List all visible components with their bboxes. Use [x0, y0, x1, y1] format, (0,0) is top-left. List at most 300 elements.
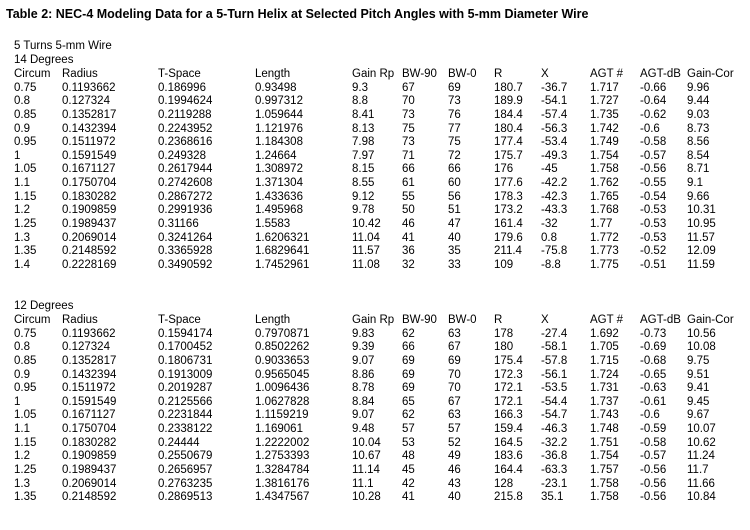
cell-agt: 1.735 [590, 108, 619, 121]
cell-radius: 0.2148592 [62, 245, 117, 258]
cell-gain-cor: 11.7 [687, 464, 709, 477]
table-row [0, 109, 750, 123]
cell-r: 183.6 [494, 450, 523, 463]
cell-circum: 1.25 [14, 464, 37, 477]
cell-gain-cor: 11.59 [687, 258, 715, 271]
cell-agt-db: -0.61 [640, 395, 667, 408]
table-row [0, 218, 750, 232]
cell-r: 175.7 [494, 149, 523, 162]
cell-x: 35.1 [541, 491, 564, 504]
cell-circum: 0.95 [14, 136, 37, 149]
cell-x: -49.3 [541, 149, 568, 162]
cell-t-space: 0.2125566 [158, 395, 213, 408]
cell-length: 1.308972 [255, 163, 303, 176]
cell-r: 164.5 [494, 436, 523, 449]
cell-circum: 1 [14, 149, 21, 162]
cell-radius: 0.1591549 [62, 395, 117, 408]
cell-length: 1.184308 [255, 136, 303, 149]
cell-r: 164.4 [494, 464, 523, 477]
cell-bw-0: 66 [448, 163, 461, 176]
cell-length: 1.0627828 [255, 395, 310, 408]
cell-circum: 1.35 [14, 245, 37, 258]
cell-radius: 0.1750704 [62, 177, 117, 190]
column-header-x: X [541, 314, 549, 326]
cell-agt: 1.751 [590, 436, 619, 449]
cell-gain-rp: 9.39 [352, 341, 375, 354]
cell-r: 109 [494, 258, 514, 271]
cell-gain-rp: 11.04 [352, 231, 380, 244]
cell-circum: 1 [14, 395, 21, 408]
cell-gain-cor: 10.31 [687, 204, 716, 217]
cell-t-space: 0.2991936 [158, 204, 213, 217]
cell-radius: 0.1671127 [62, 163, 116, 176]
table-row [0, 491, 750, 505]
cell-circum: 0.8 [14, 95, 30, 108]
cell-bw-0: 40 [448, 491, 461, 504]
column-header-gain-rp: Gain Rp [352, 314, 395, 326]
cell-gain-rp: 8.41 [352, 108, 375, 121]
cell-gain-cor: 9.67 [687, 409, 710, 422]
cell-bw-90: 41 [402, 491, 415, 504]
cell-gain-cor: 9.44 [687, 95, 710, 108]
table-row [0, 355, 750, 369]
cell-r: 173.2 [494, 204, 523, 217]
cell-length: 1.121976 [255, 122, 303, 135]
cell-agt-db: -0.6 [640, 409, 660, 422]
cell-length: 1.059644 [255, 108, 303, 121]
cell-gain-cor: 8.71 [687, 163, 710, 176]
cell-t-space: 0.2869513 [158, 491, 213, 504]
cell-x: -8.8 [541, 258, 561, 271]
cell-bw-90: 73 [402, 136, 415, 149]
cell-gain-cor: 10.84 [687, 491, 716, 504]
cell-radius: 0.1909859 [62, 204, 117, 217]
cell-gain-rp: 8.13 [352, 122, 375, 135]
cell-length: 0.9033653 [255, 354, 310, 367]
cell-circum: 0.95 [14, 382, 37, 395]
column-header-agt-db: AGT-dB [640, 314, 681, 326]
column-header-gain-cor: Gain-Cor [687, 314, 734, 326]
cell-r: 180.7 [494, 81, 523, 94]
cell-r: 215.8 [494, 491, 523, 504]
table-row [0, 177, 750, 191]
cell-radius: 0.1591549 [62, 149, 117, 162]
cell-t-space: 0.2119288 [158, 108, 212, 121]
cell-x: -56.1 [541, 368, 568, 381]
cell-circum: 1.2 [14, 450, 30, 463]
cell-length: 0.997312 [255, 95, 303, 108]
cell-agt-db: -0.64 [640, 95, 667, 108]
cell-r: 166.3 [494, 409, 523, 422]
cell-radius: 0.1193662 [62, 81, 116, 94]
cell-agt: 1.705 [590, 341, 619, 354]
cell-bw-0: 72 [448, 149, 461, 162]
cell-r: 128 [494, 477, 514, 490]
cell-gain-rp: 11.14 [352, 464, 380, 477]
cell-bw-0: 77 [448, 122, 461, 135]
cell-circum: 1.05 [14, 409, 37, 422]
cell-bw-0: 70 [448, 382, 461, 395]
cell-t-space: 0.1913009 [158, 368, 213, 381]
table-row [0, 82, 750, 96]
cell-gain-rp: 8.78 [352, 382, 375, 395]
cell-x: -58.1 [541, 341, 568, 354]
cell-agt-db: -0.57 [640, 149, 667, 162]
cell-x: -36.8 [541, 450, 568, 463]
cell-agt: 1.692 [590, 327, 619, 340]
cell-radius: 0.127324 [62, 95, 110, 108]
cell-length: 1.2753393 [255, 450, 310, 463]
cell-radius: 0.1830282 [62, 190, 117, 203]
cell-circum: 0.9 [14, 368, 30, 381]
column-header-length: Length [255, 314, 291, 326]
cell-agt: 1.748 [590, 423, 619, 436]
cell-radius: 0.2069014 [62, 231, 117, 244]
cell-bw-90: 70 [402, 95, 415, 108]
cell-t-space: 0.2742608 [158, 177, 213, 190]
column-header-agt-db: AGT-dB [640, 68, 681, 80]
cell-bw-90: 71 [402, 149, 415, 162]
cell-t-space: 0.31166 [158, 218, 199, 231]
cell-circum: 0.75 [14, 81, 37, 94]
cell-length: 1.3816176 [255, 477, 310, 490]
column-header-bw-0: BW-0 [448, 314, 477, 326]
cell-t-space: 0.1700452 [158, 341, 213, 354]
cell-agt: 1.768 [590, 204, 619, 217]
section-label-14-degrees: 14 Degrees [14, 54, 74, 66]
cell-t-space: 0.2243952 [158, 122, 213, 135]
cell-r: 211.4 [494, 245, 522, 258]
cell-agt: 1.765 [590, 190, 619, 203]
cell-gain-rp: 8.86 [352, 368, 375, 381]
cell-agt: 1.77 [590, 218, 613, 231]
cell-x: -23.1 [541, 477, 568, 490]
cell-bw-0: 43 [448, 477, 461, 490]
cell-t-space: 0.2867272 [158, 190, 213, 203]
cell-circum: 1.1 [14, 177, 30, 190]
section-label-12-degrees: 12 Degrees [14, 300, 74, 312]
cell-agt-db: -0.55 [640, 177, 667, 190]
cell-circum: 1.3 [14, 231, 30, 244]
cell-bw-90: 69 [402, 354, 415, 367]
cell-agt-db: -0.65 [640, 368, 667, 381]
cell-bw-90: 48 [402, 450, 415, 463]
cell-r: 161.4 [494, 218, 523, 231]
cell-gain-rp: 9.07 [352, 409, 375, 422]
cell-t-space: 0.1994624 [158, 95, 213, 108]
cell-gain-cor: 9.45 [687, 395, 710, 408]
cell-x: -57.8 [541, 354, 568, 367]
cell-radius: 0.1909859 [62, 450, 117, 463]
cell-agt-db: -0.56 [640, 477, 667, 490]
cell-gain-cor: 11.57 [687, 231, 715, 244]
column-header-gain-cor: Gain-Cor [687, 68, 734, 80]
cell-x: -75.8 [541, 245, 568, 258]
cell-radius: 0.1352817 [62, 108, 117, 121]
cell-gain-rp: 8.8 [352, 95, 368, 108]
cell-x: -56.3 [541, 122, 568, 135]
cell-gain-cor: 12.09 [687, 245, 716, 258]
cell-bw-90: 42 [402, 477, 415, 490]
cell-bw-90: 45 [402, 464, 415, 477]
cell-gain-rp: 9.3 [352, 81, 368, 94]
cell-bw-0: 73 [448, 95, 461, 108]
cell-gain-rp: 8.84 [352, 395, 375, 408]
cell-bw-90: 57 [402, 423, 415, 436]
cell-gain-rp: 10.42 [352, 218, 381, 231]
cell-gain-rp: 9.83 [352, 327, 375, 340]
cell-x: -53.5 [541, 382, 568, 395]
cell-length: 1.24664 [255, 149, 297, 162]
cell-radius: 0.1432394 [62, 368, 117, 381]
cell-bw-0: 76 [448, 108, 461, 121]
cell-circum: 0.85 [14, 354, 37, 367]
cell-bw-90: 61 [402, 177, 415, 190]
cell-agt: 1.758 [590, 491, 619, 504]
cell-bw-0: 35 [448, 245, 461, 258]
cell-agt-db: -0.53 [640, 204, 667, 217]
cell-gain-cor: 8.73 [687, 122, 710, 135]
table-row [0, 163, 750, 177]
cell-bw-90: 62 [402, 327, 415, 340]
cell-r: 178 [494, 327, 514, 340]
cell-gain-rp: 10.04 [352, 436, 381, 449]
cell-radius: 0.1352817 [62, 354, 117, 367]
cell-agt-db: -0.57 [640, 450, 667, 463]
cell-r: 180 [494, 341, 514, 354]
cell-circum: 1.15 [14, 190, 37, 203]
cell-bw-90: 65 [402, 395, 415, 408]
cell-gain-cor: 10.08 [687, 341, 716, 354]
cell-r: 177.6 [494, 177, 523, 190]
cell-bw-0: 67 [448, 341, 461, 354]
table-row [0, 382, 750, 396]
cell-bw-90: 66 [402, 163, 415, 176]
cell-length: 1.1159219 [255, 409, 309, 422]
cell-agt: 1.742 [590, 122, 619, 135]
table-row [0, 369, 750, 383]
cell-radius: 0.2228169 [62, 258, 117, 271]
cell-x: -53.4 [541, 136, 568, 149]
cell-x: -54.4 [541, 395, 568, 408]
cell-agt-db: -0.56 [640, 163, 667, 176]
cell-agt-db: -0.51 [640, 258, 667, 271]
cell-agt: 1.758 [590, 163, 619, 176]
column-header-bw-90: BW-90 [402, 314, 437, 326]
table-row [0, 123, 750, 137]
cell-bw-0: 69 [448, 81, 461, 94]
cell-bw-90: 32 [402, 258, 415, 271]
cell-r: 189.9 [494, 95, 523, 108]
column-header-r: R [494, 314, 503, 326]
cell-r: 184.4 [494, 108, 523, 121]
table-row [0, 464, 750, 478]
cell-bw-0: 47 [448, 218, 461, 231]
table-row [0, 191, 750, 205]
table-row [0, 341, 750, 355]
cell-gain-cor: 9.51 [687, 368, 710, 381]
table-row [0, 232, 750, 246]
column-header-radius: Radius [62, 314, 98, 326]
table-row [0, 245, 750, 259]
table-row [0, 450, 750, 464]
cell-circum: 0.9 [14, 122, 30, 135]
cell-bw-90: 69 [402, 368, 415, 381]
cell-agt: 1.731 [590, 382, 619, 395]
cell-t-space: 0.2656957 [158, 464, 213, 477]
cell-r: 175.4 [494, 354, 523, 367]
cell-circum: 1.4 [14, 258, 30, 271]
cell-x: -42.2 [541, 177, 568, 190]
cell-bw-90: 75 [402, 122, 415, 135]
cell-gain-rp: 9.07 [352, 354, 375, 367]
cell-circum: 1.1 [14, 423, 30, 436]
table-row [0, 136, 750, 150]
cell-length: 1.3284784 [255, 464, 310, 477]
column-header-agt: AGT # [590, 314, 624, 326]
table-row [0, 204, 750, 218]
cell-agt-db: -0.6 [640, 122, 660, 135]
cell-r: 172.3 [494, 368, 523, 381]
cell-radius: 0.2069014 [62, 477, 117, 490]
cell-radius: 0.1511972 [62, 382, 116, 395]
cell-gain-cor: 8.54 [687, 149, 710, 162]
cell-x: -57.4 [541, 108, 568, 121]
table-row [0, 150, 750, 164]
cell-t-space: 0.1806731 [158, 354, 213, 367]
cell-bw-90: 50 [402, 204, 415, 217]
cell-r: 159.4 [494, 423, 523, 436]
cell-length: 1.7452961 [255, 258, 310, 271]
cell-radius: 0.1989437 [62, 218, 117, 231]
cell-x: -36.7 [541, 81, 568, 94]
column-header-agt: AGT # [590, 68, 624, 80]
table-row [0, 409, 750, 423]
cell-t-space: 0.2617944 [158, 163, 213, 176]
cell-gain-cor: 9.75 [687, 354, 710, 367]
table-subtitle: 5 Turns 5-mm Wire [14, 40, 112, 52]
cell-bw-0: 57 [448, 423, 461, 436]
cell-x: -45 [541, 163, 558, 176]
cell-gain-rp: 11.57 [352, 245, 380, 258]
cell-radius: 0.1511972 [62, 136, 116, 149]
cell-t-space: 0.249328 [158, 149, 206, 162]
cell-bw-0: 60 [448, 177, 461, 190]
cell-circum: 1.3 [14, 477, 30, 490]
cell-gain-cor: 9.96 [687, 81, 710, 94]
cell-t-space: 0.2368616 [158, 136, 213, 149]
cell-gain-rp: 8.55 [352, 177, 375, 190]
column-header-bw-90: BW-90 [402, 68, 437, 80]
column-header-length: Length [255, 68, 291, 80]
cell-bw-90: 67 [402, 81, 415, 94]
cell-agt: 1.727 [590, 95, 619, 108]
table-row [0, 423, 750, 437]
cell-gain-cor: 11.66 [687, 477, 715, 490]
column-header-radius: Radius [62, 68, 98, 80]
cell-x: -43.3 [541, 204, 568, 217]
cell-gain-cor: 10.62 [687, 436, 716, 449]
cell-length: 1.5583 [255, 218, 291, 231]
cell-agt-db: -0.56 [640, 491, 667, 504]
cell-r: 172.1 [494, 382, 523, 395]
column-header-t-space: T-Space [158, 68, 201, 80]
header-row [0, 314, 750, 328]
cell-circum: 0.8 [14, 341, 30, 354]
cell-agt: 1.724 [590, 368, 619, 381]
column-header-t-space: T-Space [158, 314, 201, 326]
cell-bw-90: 46 [402, 218, 415, 231]
cell-r: 172.1 [494, 395, 523, 408]
cell-gain-rp: 9.12 [352, 190, 375, 203]
cell-gain-rp: 8.15 [352, 163, 375, 176]
cell-agt-db: -0.73 [640, 327, 667, 340]
cell-agt: 1.772 [590, 231, 619, 244]
column-header-circum: Circum [14, 314, 51, 326]
cell-t-space: 0.2231844 [158, 409, 213, 422]
cell-t-space: 0.3490592 [158, 258, 213, 271]
column-header-gain-rp: Gain Rp [352, 68, 395, 80]
cell-bw-90: 41 [402, 231, 415, 244]
table-title: Table 2: NEC-4 Modeling Data for a 5-Turn Helix at Selected Pitch Angles with 5-mm Diameter Wire [6, 7, 589, 21]
cell-bw-0: 67 [448, 395, 461, 408]
table-row [0, 396, 750, 410]
cell-bw-90: 69 [402, 382, 415, 395]
cell-r: 178.3 [494, 190, 523, 203]
cell-length: 0.93498 [255, 81, 297, 94]
cell-agt: 1.749 [590, 136, 619, 149]
cell-agt: 1.757 [590, 464, 619, 477]
cell-gain-rp: 7.97 [352, 149, 375, 162]
cell-gain-cor: 11.24 [687, 450, 715, 463]
cell-agt: 1.775 [590, 258, 619, 271]
cell-x: -32.2 [541, 436, 568, 449]
cell-gain-cor: 9.66 [687, 190, 710, 203]
cell-bw-0: 56 [448, 190, 461, 203]
cell-bw-0: 69 [448, 354, 461, 367]
table-row [0, 95, 750, 109]
cell-length: 1.2222002 [255, 436, 310, 449]
column-header-x: X [541, 68, 549, 80]
cell-t-space: 0.3241264 [158, 231, 213, 244]
cell-gain-cor: 9.1 [687, 177, 703, 190]
cell-radius: 0.1432394 [62, 122, 117, 135]
cell-length: 0.7970871 [255, 327, 310, 340]
cell-x: -54.7 [541, 409, 568, 422]
cell-gain-cor: 8.56 [687, 136, 710, 149]
cell-circum: 1.05 [14, 163, 37, 176]
cell-x: -42.3 [541, 190, 568, 203]
cell-agt-db: -0.66 [640, 81, 667, 94]
cell-gain-rp: 9.78 [352, 204, 375, 217]
cell-length: 1.433636 [255, 190, 303, 203]
table-row [0, 478, 750, 492]
cell-gain-cor: 10.95 [687, 218, 716, 231]
cell-agt-db: -0.53 [640, 231, 667, 244]
column-header-circum: Circum [14, 68, 51, 80]
cell-gain-rp: 10.67 [352, 450, 381, 463]
cell-agt-db: -0.58 [640, 436, 667, 449]
cell-agt: 1.715 [590, 354, 619, 367]
cell-bw-0: 40 [448, 231, 461, 244]
cell-bw-0: 51 [448, 204, 461, 217]
cell-agt-db: -0.63 [640, 382, 667, 395]
cell-agt: 1.743 [590, 409, 619, 422]
cell-bw-90: 55 [402, 190, 415, 203]
cell-agt: 1.754 [590, 450, 619, 463]
table-row [0, 437, 750, 451]
cell-agt-db: -0.53 [640, 218, 667, 231]
